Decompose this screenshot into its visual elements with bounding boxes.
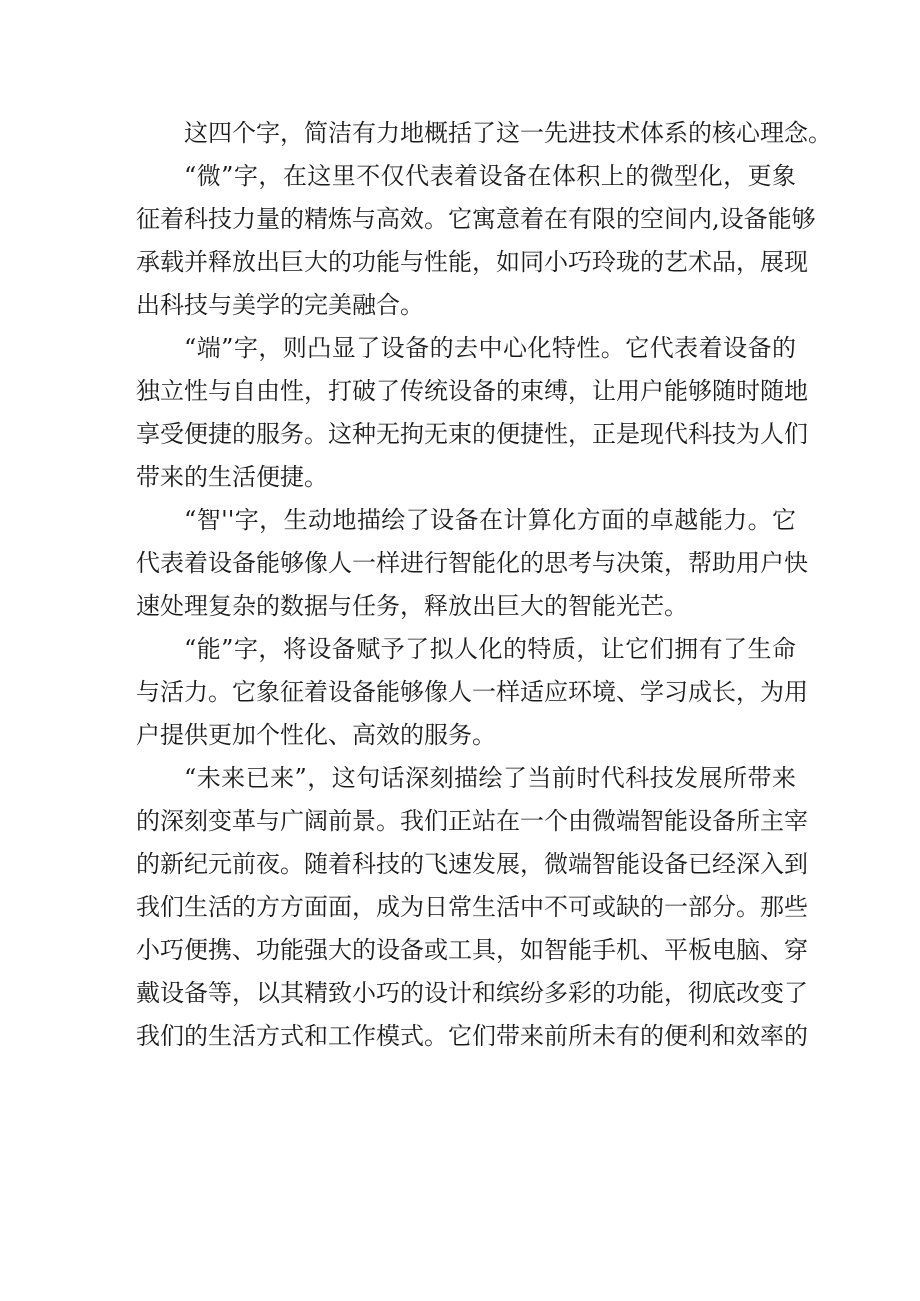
- document-body: [136, 112, 832, 1058]
- text-line: 的深刻变革与广阔前景。我们正站在一个由微端智能设备所主宰: [136, 807, 808, 835]
- text-line: 出科技与美学的完美融合。: [136, 291, 424, 319]
- text-line: “能”字，将设备赋予了拟人化的特质，让它们拥有了生命: [184, 635, 796, 663]
- text-line: 我们生活的方方面面，成为日常生活中不可或缺的一部分。那些: [136, 893, 808, 921]
- text-line: 与活力。它象征着设备能够像人一样适应环境、学习成长，为用: [136, 678, 808, 706]
- text-line: 代表着设备能够像人一样进行智能化的思考与决策，帮助用户快: [136, 549, 808, 577]
- text-line: “端”字，则凸显了设备的去中心化特性。它代表着设备的: [184, 334, 796, 362]
- text-line: 带来的生活便捷。: [136, 463, 328, 491]
- text-line: 承载并释放出巨大的功能与性能，如同小巧玲珑的艺术品，展现: [136, 248, 808, 276]
- text-line: 速处理复杂的数据与任务，释放出巨大的智能光芒。: [136, 592, 688, 620]
- text-line: 戴设备等，以其精致小巧的设计和缤纷多彩的功能，彻底改变了: [136, 979, 808, 1007]
- text-line: 小巧便携、功能强大的设备或工具，如智能手机、平板电脑、穿: [136, 936, 808, 964]
- text-line: “未来已来”，这句话深刻描绘了当前时代科技发展所带来: [184, 764, 796, 792]
- text-line: 征着科技力量的精炼与高效。它寓意着在有限的空间内,设备能够: [136, 205, 816, 233]
- text-line: “智''字，生动地描绘了设备在计算化方面的卓越能力。它: [184, 506, 796, 534]
- text-line: 这四个字，简洁有力地概括了这一先进技术体系的核心理念。: [184, 119, 832, 147]
- text-line: 享受便捷的服务。这种无拘无束的便捷性，正是现代科技为人们: [136, 420, 808, 448]
- text-line: 独立性与自由性，打破了传统设备的束缚，让用户能够随时随地: [136, 377, 808, 405]
- text-line: 的新纪元前夜。随着科技的飞速发展，微端智能设备已经深入到: [136, 850, 808, 878]
- text-line: 户提供更加个性化、高效的服务。: [136, 721, 496, 749]
- text-line: “微”字，在这里不仅代表着设备在体积上的微型化，更象: [184, 162, 796, 190]
- text-line: 我们的生活方式和工作模式。它们带来前所未有的便利和效率的: [136, 1022, 808, 1050]
